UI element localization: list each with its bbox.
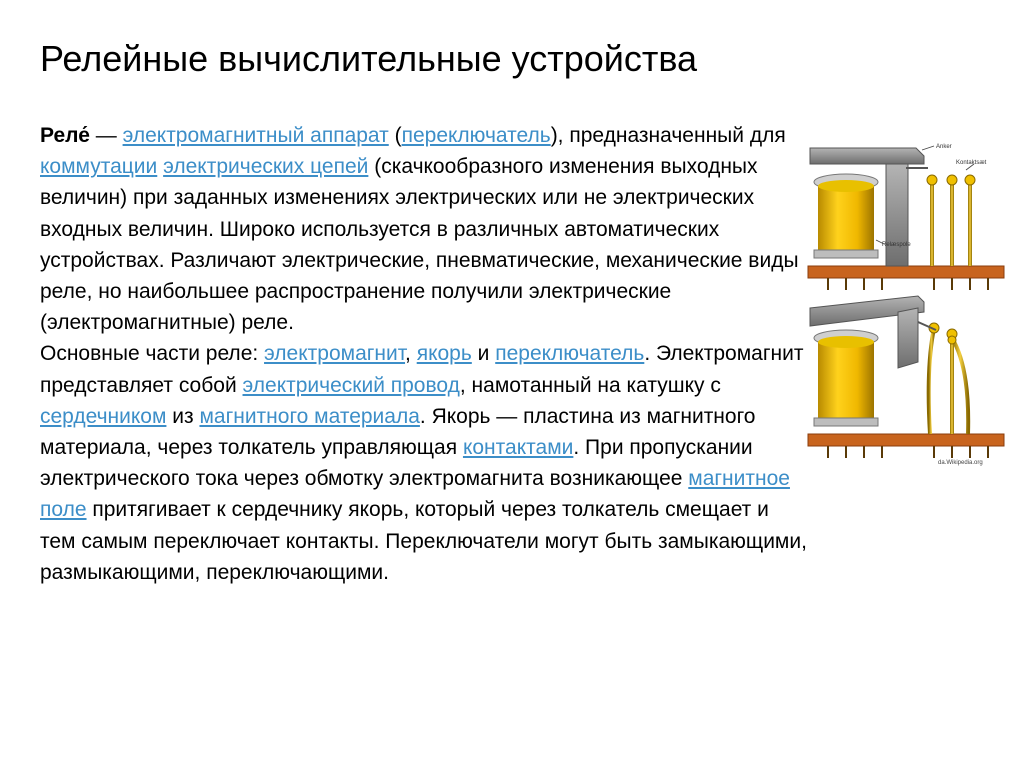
base-board bbox=[808, 266, 1004, 278]
relay-diagram bbox=[806, 140, 1006, 470]
body-text bbox=[40, 120, 810, 588]
coil bbox=[818, 186, 874, 252]
link-commutation[interactable]: коммутации bbox=[40, 155, 158, 179]
link-electromagnetic-apparatus[interactable]: электромагнитный аппарат bbox=[122, 124, 389, 147]
armature bbox=[810, 148, 924, 164]
base-board bbox=[808, 434, 1004, 446]
paragraph-parts: Основные части реле: электромагнит, якорь и переключатель. Электромагнит представляет собой электрический провод, намотанный на катушку с сердечником из магнитного материала. Якорь — пластина из магнитного материала, через толкатель управляющая контактами. При пропускании электрического тока через обмотку электромагнита возникающее магнитное поле притягивает к сердечнику якорь, который через толкатель смещает и тем самым переключает контакты. Переключатели могут быть замыкающими, размыкающими, переключающими. bbox=[40, 342, 807, 584]
yoke bbox=[898, 308, 918, 368]
link-electric-wire[interactable]: электрический провод bbox=[242, 373, 460, 397]
relay-closed bbox=[808, 296, 1004, 466]
link-core[interactable]: сердечником bbox=[40, 404, 167, 428]
link-magnetic-material[interactable]: магнитного материала bbox=[199, 404, 420, 428]
term-rele: Реле́ bbox=[40, 124, 90, 147]
coil bbox=[818, 342, 874, 420]
paragraph-definition: Реле́ — электромагнитный аппарат (переключатель), предназначенный для коммутации электрических цепей (скачкообразного изменения выходных величин) при заданных изменениях электрических или не электрических входных величин. Широко используется в различных автоматических устройствах. Различают электрические, пневматические, механические виды реле, но наибольшее распространение получили электрические (электромагнитные) реле. bbox=[40, 124, 799, 335]
relay-open bbox=[808, 144, 1004, 290]
link-electromagnet[interactable]: электромагнит bbox=[264, 342, 406, 366]
link-magnetic-field[interactable]: магнитное поле bbox=[40, 467, 790, 522]
link-switch[interactable]: переключатель bbox=[401, 124, 551, 147]
link-contacts[interactable]: контактами bbox=[462, 436, 574, 460]
page-title: Релейные вычислительные устройства bbox=[40, 38, 698, 79]
link-armature[interactable]: якорь bbox=[416, 342, 472, 366]
label-relaespole: Relæspole bbox=[882, 242, 911, 248]
yoke bbox=[886, 164, 908, 266]
label-kontaktsaet: Kontaktsæt bbox=[956, 160, 987, 166]
label-anker: Anker bbox=[936, 144, 952, 150]
link-electric-circuits[interactable]: электрических цепей bbox=[163, 155, 369, 179]
image-credit: da.Wikipedia.org bbox=[938, 460, 983, 466]
link-switch-2[interactable]: переключатель bbox=[495, 342, 645, 366]
